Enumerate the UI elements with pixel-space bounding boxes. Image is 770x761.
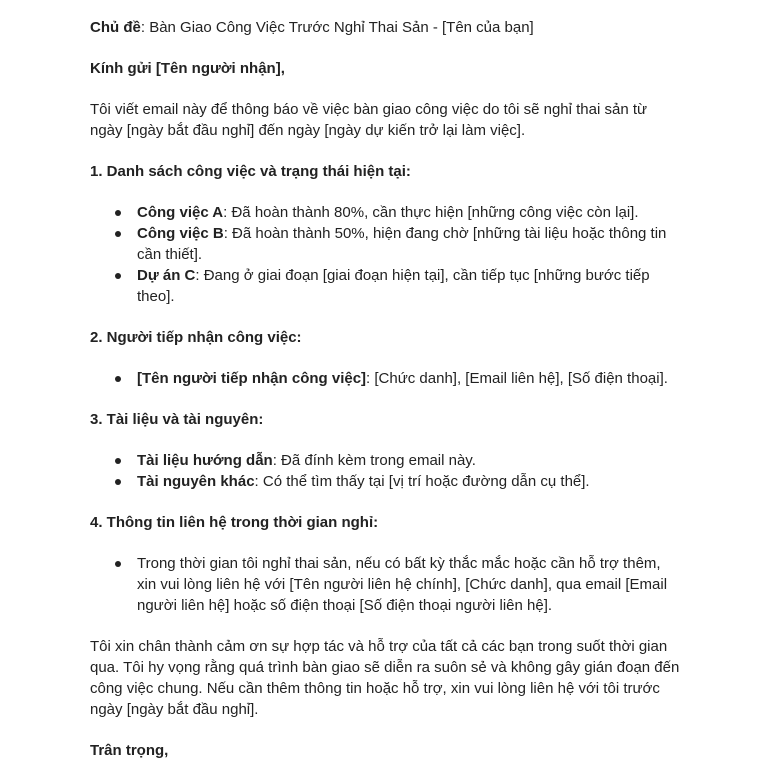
list-item <box>137 265 680 307</box>
bullet-icon <box>115 479 121 485</box>
list-item <box>137 471 680 492</box>
bullet-icon <box>115 458 121 464</box>
section-heading-contact: 4. Thông tin liên hệ trong thời gian nghỉ: <box>90 514 379 531</box>
item-title: Công việc A <box>137 204 224 221</box>
resources-list <box>90 450 680 492</box>
signoff: Trân trọng, <box>90 742 169 759</box>
item-title: Dự án C <box>137 267 196 284</box>
recipient-list <box>90 368 680 389</box>
section-heading-tasks: 1. Danh sách công việc và trạng thái hiện tại: <box>90 163 411 180</box>
item-title: Tài nguyên khác <box>137 473 255 490</box>
item-text: : Đã hoàn thành 50%, hiện đang chờ [những tài liệu hoặc thông tin cần thiết]. <box>137 225 667 263</box>
tasks-list <box>90 202 680 307</box>
item-title: Tài liệu hướng dẫn <box>137 452 273 469</box>
subject-line <box>90 17 680 38</box>
list-item <box>137 202 680 223</box>
list-item <box>137 368 680 389</box>
bullet-icon <box>115 273 121 279</box>
item-text: : Đang ở giai đoạn [giai đoạn hiện tại], cần tiếp tục [những bước tiếp theo]. <box>137 267 650 305</box>
closing-paragraph: Tôi xin chân thành cảm ơn sự hợp tác và hỗ trợ của tất cả các bạn trong suốt thời gian qua. Tôi hy vọng rằng quá trình bàn giao sẽ diễn ra suôn sẻ và không gây gián đoạn đến công việc chung. Nếu cần thêm thông tin hoặc hỗ trợ, xin vui lòng liên hệ với tôi trước ngày [ngày bắt đầu nghỉ]. <box>90 638 680 718</box>
greeting: Kính gửi [Tên người nhận], <box>90 60 285 77</box>
subject-value: Bàn Giao Công Việc Trước Nghỉ Thai Sản - [Tên của bạn] <box>149 19 534 36</box>
subject-label: Chủ đề <box>90 19 141 36</box>
contact-list <box>90 553 680 616</box>
item-title: Công việc B <box>137 225 224 242</box>
section-heading-recipient: 2. Người tiếp nhận công việc: <box>90 329 302 346</box>
list-item <box>137 450 680 471</box>
section-heading-resources: 3. Tài liệu và tài nguyên: <box>90 411 264 428</box>
item-title: [Tên người tiếp nhận công việc] <box>137 370 367 387</box>
bullet-icon <box>115 561 121 567</box>
list-item <box>137 553 680 616</box>
item-text: : [Chức danh], [Email liên hệ], [Số điện thoại]. <box>366 370 668 387</box>
bullet-icon <box>115 210 121 216</box>
list-item <box>137 223 680 265</box>
intro-paragraph: Tôi viết email này để thông báo về việc bàn giao công việc do tôi sẽ nghỉ thai sản từ ngày [ngày bắt đầu nghỉ] đến ngày [ngày dự kiến trở lại làm việc]. <box>90 101 648 139</box>
item-text: : Có thể tìm thấy tại [vị trí hoặc đường dẫn cụ thể]. <box>254 473 590 490</box>
item-text: : Đã đính kèm trong email này. <box>272 452 476 469</box>
item-text: Trong thời gian tôi nghỉ thai sản, nếu có bất kỳ thắc mắc hoặc cần hỗ trợ thêm, xin vui lòng liên hệ với [Tên người liên hệ chính], [Chức danh], qua email [Email người liên hệ] hoặc số điện thoại [Số điện thoại người liên hệ]. <box>137 555 668 614</box>
bullet-icon <box>115 376 121 382</box>
bullet-icon <box>115 231 121 237</box>
item-text: : Đã hoàn thành 80%, cần thực hiện [những công việc còn lại]. <box>223 204 639 221</box>
subject-separator: : <box>140 19 150 36</box>
